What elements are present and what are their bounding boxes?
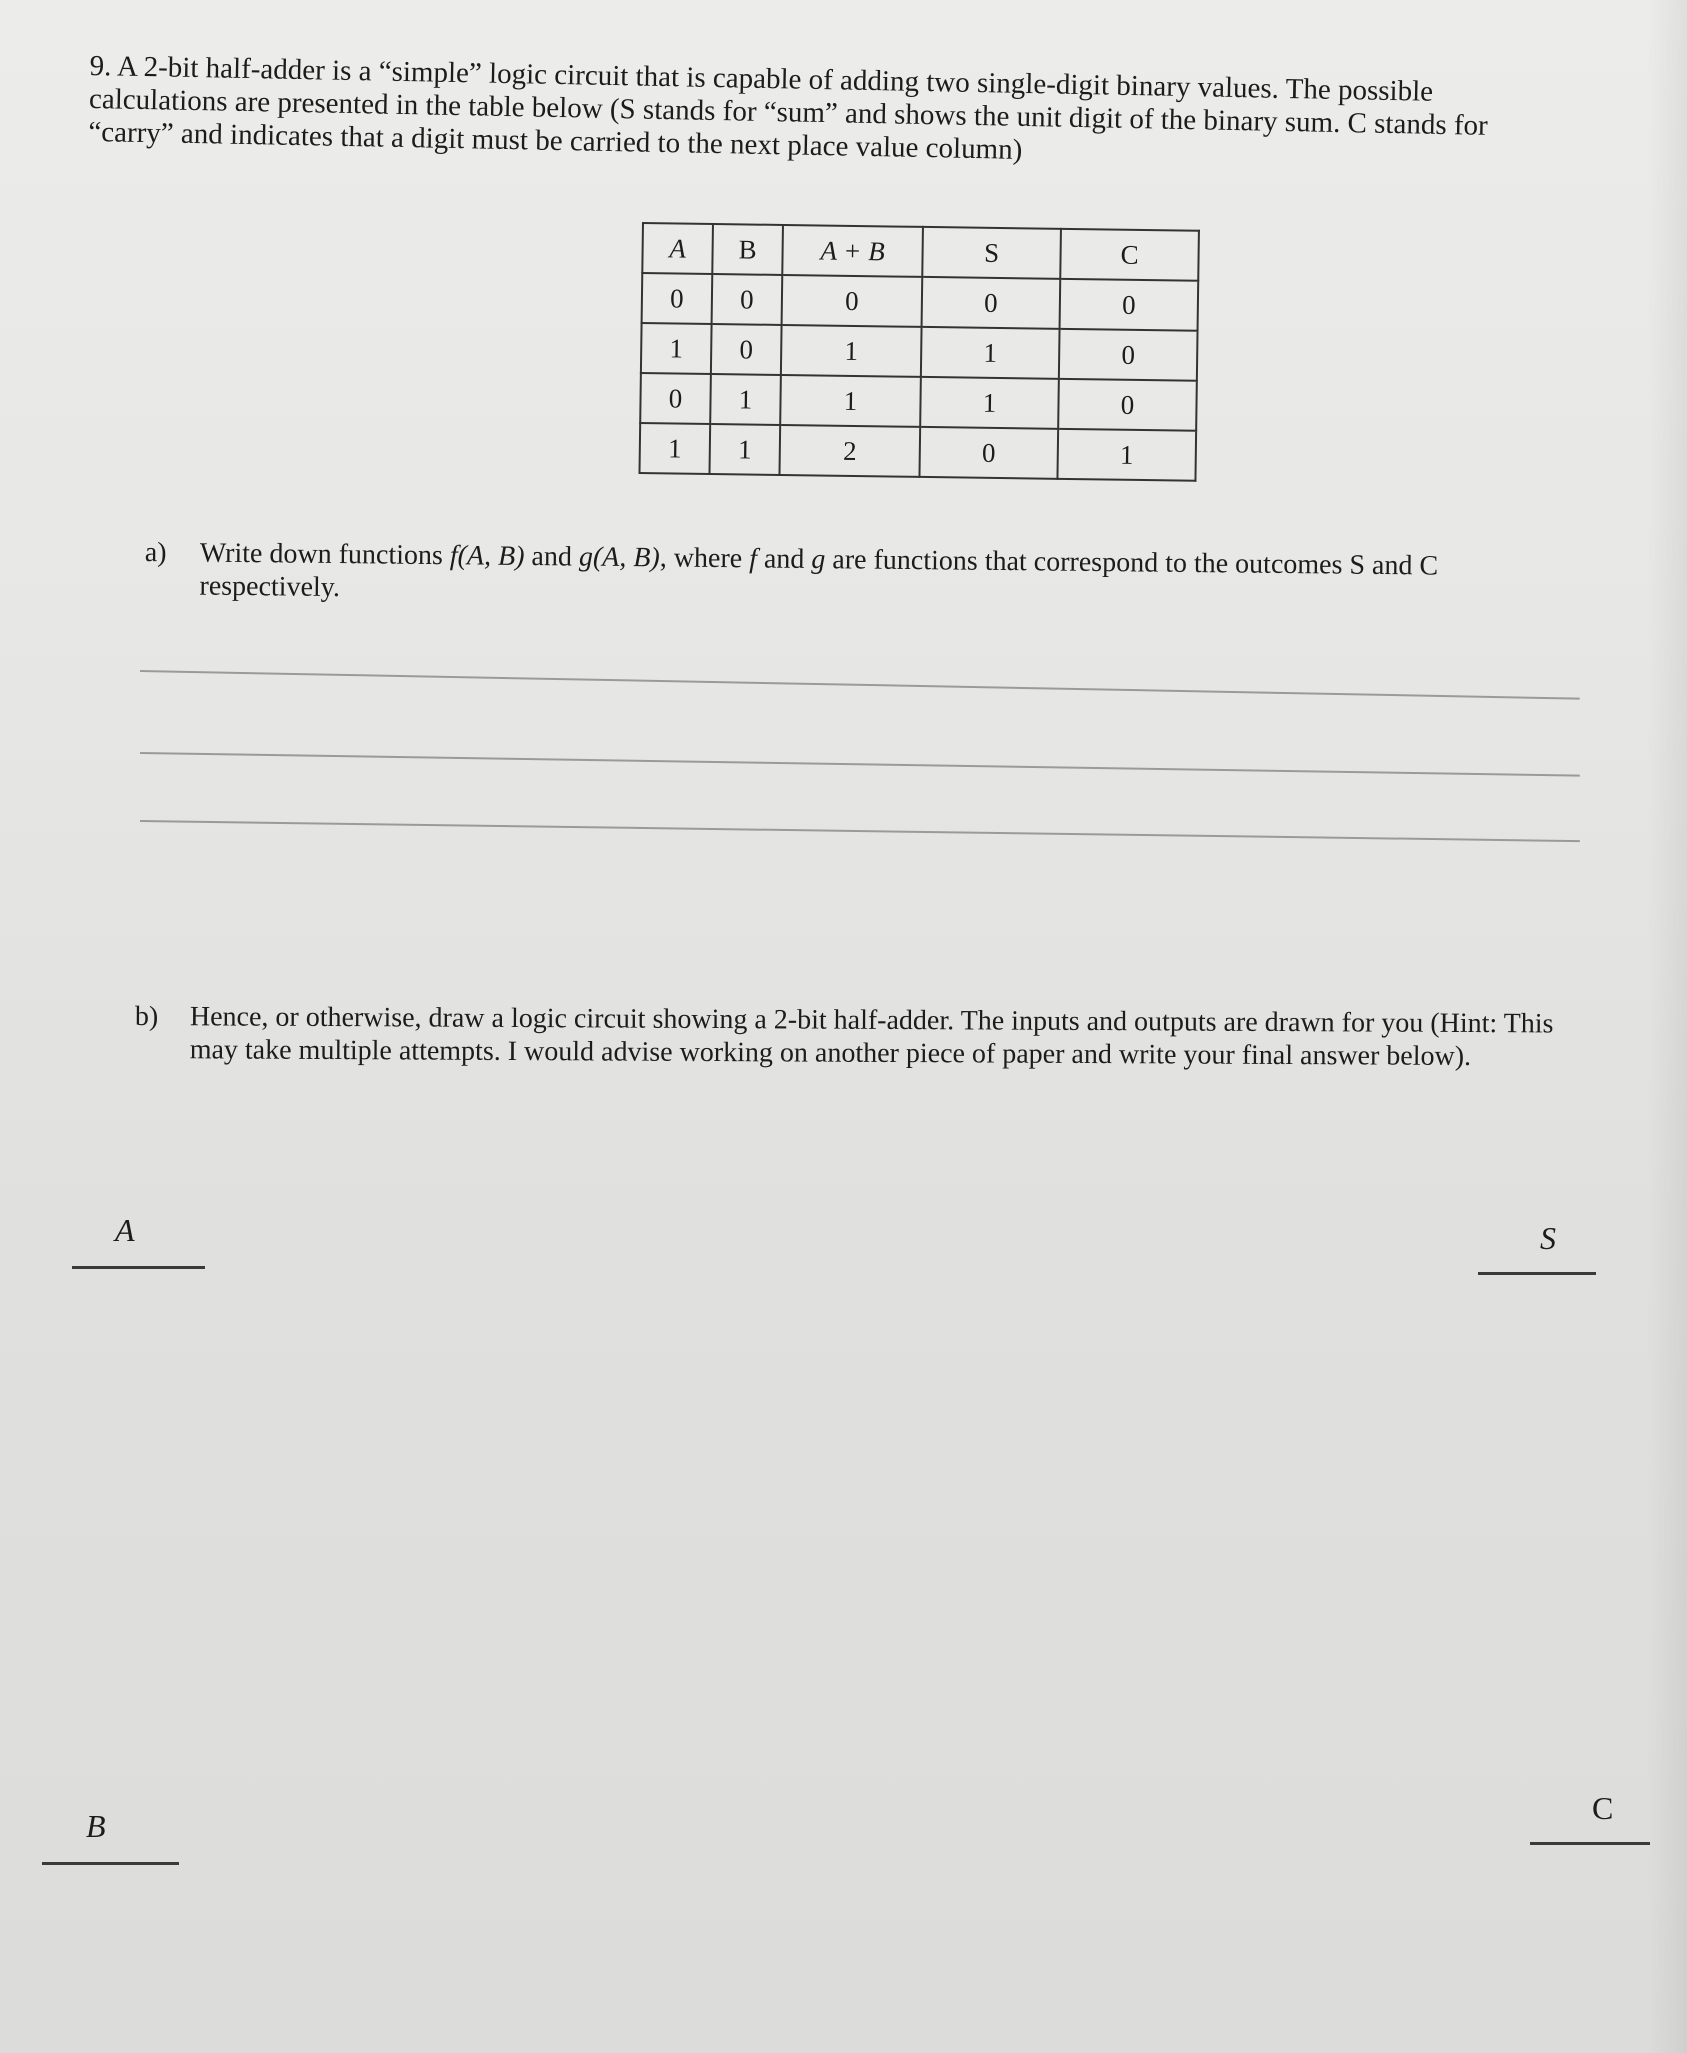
question-number: 9. — [89, 50, 112, 83]
part-b-label: b) — [134, 1001, 159, 1033]
part-a-label: a) — [144, 536, 167, 569]
table-cell: 1 — [641, 323, 712, 374]
table-cell: 0 — [711, 324, 782, 375]
table-cell: 1 — [710, 374, 781, 425]
part-a-text-1: Write down functions — [199, 537, 451, 572]
header-b: B — [712, 224, 783, 275]
table-cell: 1 — [780, 375, 921, 427]
table-cell: 1 — [1057, 429, 1196, 481]
table-cell: 0 — [642, 273, 713, 324]
function-f-short: f — [749, 543, 758, 575]
table-cell: 0 — [1059, 329, 1198, 381]
part-a-text-3: , where — [659, 542, 750, 575]
truth-table — [638, 222, 1199, 482]
output-s-wire — [1478, 1272, 1596, 1275]
question-body: A 2-bit half-adder is a “simple” logic circuit that is capable of adding two single-digit binary values. The possible calculations are presented in the table below (S stands for “sum” and shows the unit digit of the binary sum. C stands for “carry” and indicates that a digit must be carried to the next place value column) — [88, 50, 1489, 166]
table-cell: 0 — [712, 274, 783, 325]
part-b-text: Hence, or otherwise, draw a logic circuit showing a 2-bit half-adder. The inputs and outputs are drawn for you (Hint: This may take multiple attempts. I would advise working on another piece of paper and write your final answer below). — [189, 1001, 1554, 1072]
table-cell: 0 — [1060, 279, 1199, 331]
part-a — [144, 536, 1545, 617]
table-cell: 1 — [781, 325, 922, 377]
table-cell: 0 — [922, 277, 1061, 329]
function-g: g(A, B) — [578, 541, 660, 574]
input-a-label: A — [115, 1212, 135, 1248]
answer-line-1[interactable] — [140, 670, 1580, 700]
table-row — [642, 273, 1199, 331]
paper-edge-shadow — [1647, 0, 1687, 2053]
input-b-label: B — [86, 1808, 106, 1844]
function-g-short: g — [811, 543, 826, 576]
table-cell: 1 — [920, 377, 1059, 429]
function-f: f(A, B) — [449, 540, 525, 572]
table-cell: 2 — [779, 425, 920, 477]
table-row — [641, 323, 1198, 381]
table-row — [639, 423, 1196, 481]
header-a-plus-b: A + B — [782, 225, 923, 277]
output-s-label: S — [1540, 1220, 1556, 1256]
output-c-label: C — [1592, 1790, 1614, 1826]
table-cell: 1 — [921, 327, 1060, 379]
part-b — [135, 1000, 1595, 1074]
table-cell: 0 — [919, 427, 1058, 479]
table-cell: 1 — [639, 423, 710, 474]
table-cell: 0 — [640, 373, 711, 424]
header-s: S — [922, 227, 1061, 279]
table-header-row — [642, 223, 1199, 281]
input-a-wire — [72, 1266, 205, 1269]
header-c: C — [1060, 229, 1199, 281]
part-a-text-2: and — [524, 540, 580, 573]
table-cell: 1 — [709, 424, 780, 475]
answer-line-3[interactable] — [140, 820, 1580, 842]
table-cell: 0 — [1058, 379, 1197, 431]
output-c-wire — [1530, 1842, 1650, 1845]
question-9-text — [88, 50, 1560, 177]
answer-line-2[interactable] — [140, 752, 1580, 777]
part-a-text — [199, 537, 1545, 617]
table-cell: 0 — [782, 275, 923, 327]
part-a-text-5: are functions that correspond to the outcomes S and C respectively. — [199, 544, 1439, 604]
part-a-text-4: and — [756, 543, 812, 575]
input-b-wire — [42, 1862, 179, 1865]
table-row — [640, 373, 1197, 431]
header-a: A — [642, 223, 713, 274]
